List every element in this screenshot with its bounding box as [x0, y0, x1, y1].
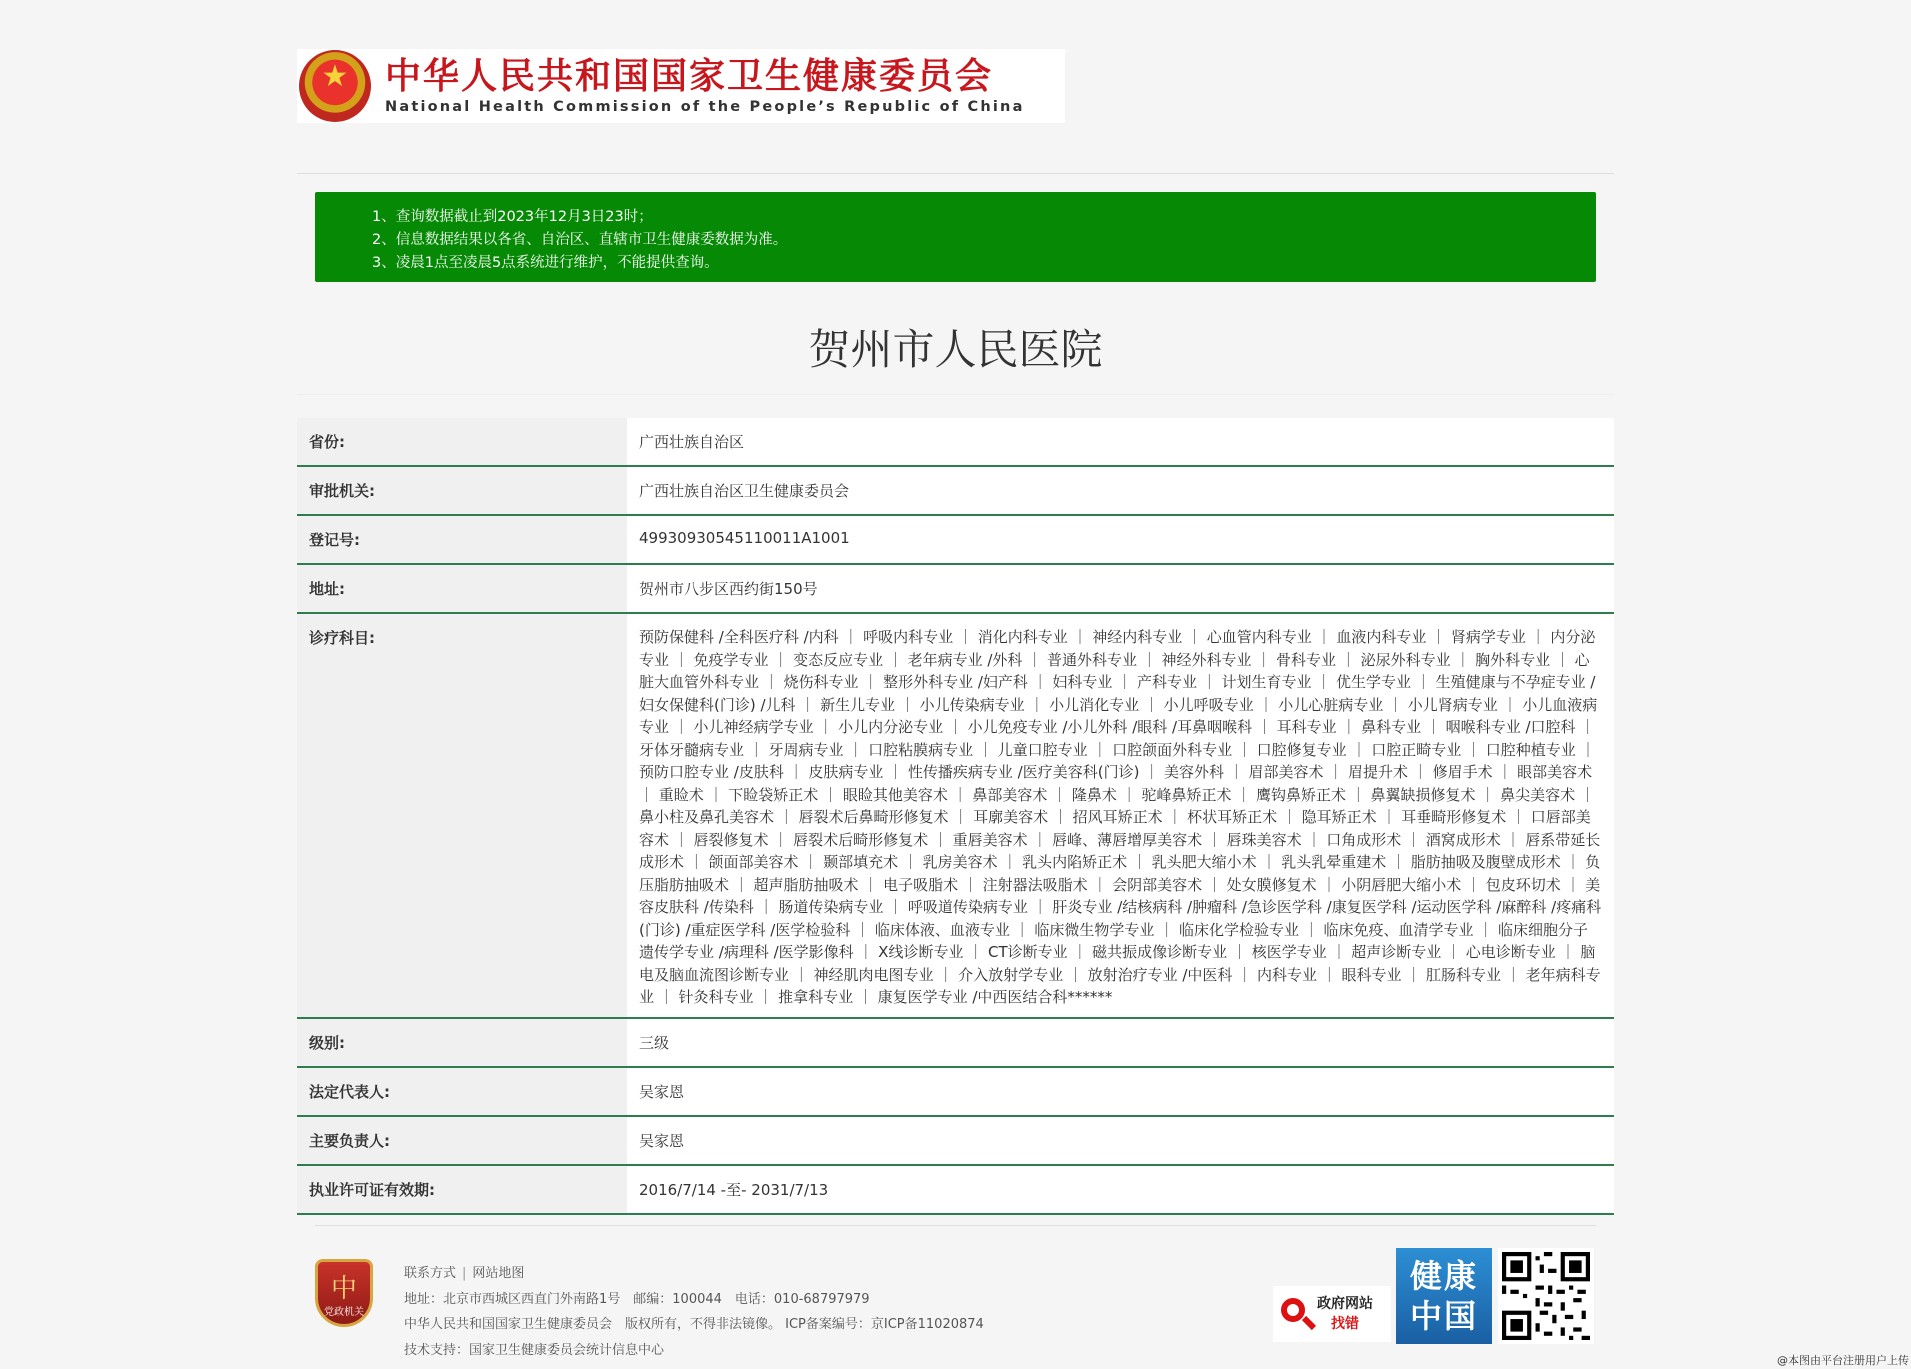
authority-label: 审批机关:: [297, 466, 627, 515]
table-row: [297, 1116, 1614, 1165]
table-row: [297, 564, 1614, 613]
footer-info: 联系方式 | 网站地图 地址：北京市西城区西直门外南路1号 邮编：100044 电话：010-68797979 中华人民共和国国家卫生健康委员会 版权所有，不得非法镜像。 ICP备案编号：京ICP备11020874 技术支持：国家卫生健康委员会统计信息中心: [404, 1261, 984, 1363]
gov-find-line2: 找错: [1331, 1316, 1359, 1332]
notice-line-2: 2、信息数据结果以各省、自治区、直辖市卫生健康委数据为准。: [372, 232, 788, 248]
divider: [297, 173, 1614, 174]
health-line2: 中国: [1409, 1297, 1478, 1335]
contact-link[interactable]: 联系方式: [404, 1266, 457, 1281]
validity-label: 执业许可证有效期:: [297, 1165, 627, 1214]
legal-rep-label: 法定代表人:: [297, 1067, 627, 1116]
notice-line-3: 3、凌晨1点至凌晨5点系统进行维护，不能提供查询。: [372, 255, 719, 271]
footer-copyright: 中华人民共和国国家卫生健康委员会 版权所有，不得非法镜像。 ICP备案编号：京ICP备11020874: [404, 1317, 984, 1332]
hospital-info-table: [297, 418, 1614, 1215]
principal-label: 主要负责人:: [297, 1116, 627, 1165]
table-row: [297, 1165, 1614, 1214]
party-gov-badge-icon[interactable]: [315, 1259, 373, 1327]
upload-note: @本图由平台注册用户上传: [1777, 1354, 1909, 1367]
table-row: [297, 466, 1614, 515]
table-row: [297, 515, 1614, 564]
address-label: 地址:: [297, 564, 627, 613]
legal-rep-value: 吴家恩: [627, 1067, 1614, 1116]
province-label: 省份:: [297, 418, 627, 466]
level-value: 三级: [627, 1018, 1614, 1067]
level-label: 级别:: [297, 1018, 627, 1067]
divider: [315, 1225, 1596, 1226]
sitemap-link[interactable]: 网站地图: [472, 1266, 525, 1281]
badge-text: 党政机关: [324, 1307, 364, 1318]
departments-value: 预防保健科 /全科医疗科 /内科 ｜ 呼吸内科专业 ｜ 消化内科专业 ｜ 神经内科专业 ｜ 心血管内科专业 ｜ 血液内科专业 ｜ 肾病学专业 ｜ 内分泌专业 ｜ 免疫学专业 ｜ 变态反应专业 ｜ 老年病专业 /外科 ｜ 普通外科专业 ｜ 神经外科专业 ｜ 骨科专业 ｜ 泌尿外科专业 ｜ 胸外科专业 ｜ 心脏大血管外科专业 ｜ 烧伤科专业 ｜ 整形外科专业 /妇产科 ｜ 妇科专业 ｜ 产科专业 ｜ 计划生育专业 ｜ 优生学专业 ｜ 生殖健康与不孕症专业 /妇女保健科(门诊) /儿科 ｜ 新生儿专业 ｜ 小儿传染病专业 ｜ 小儿消化专业 ｜ 小儿呼吸专业 ｜ 小儿心脏病专业 ｜ 小儿肾病专业 ｜ 小儿血液病专业 ｜ 小儿神经病学专业 ｜ 小儿内分泌专业 ｜ 小儿免疫专业 /小儿外科 /眼科 /耳鼻咽喉科 ｜ 耳科专业 ｜ 鼻科专业 ｜ 咽喉科专业 /口腔科 ｜ 牙体牙髓病专业 ｜ 牙周病专业 ｜ 口腔粘膜病专业 ｜ 儿童口腔专业 ｜ 口腔颌面外科专业 ｜ 口腔修复专业 ｜ 口腔正畸专业 ｜ 口腔种植专业 ｜ 预防口腔专业 /皮肤科 ｜ 皮肤病专业 ｜ 性传播疾病专业 /医疗美容科(门诊) ｜ 美容外科 ｜ 眉部美容术 ｜ 眉提升术 ｜ 修眉手术 ｜ 眼部美容术 ｜ 重睑术 ｜ 下睑袋矫正术 ｜ 眼睑其他美容术 ｜ 鼻部美容术 ｜ 隆鼻术 ｜ 驼峰鼻矫正术 ｜ 鹰钩鼻矫正术 ｜ 鼻翼缺损修复术 ｜ 鼻尖美容术 ｜ 鼻小柱及鼻孔美容术 ｜ 唇裂术后鼻畸形修复术 ｜ 耳廓美容术 ｜ 招风耳矫正术 ｜ 杯状耳矫正术 ｜ 隐耳矫正术 ｜ 耳垂畸形修复术 ｜ 口唇部美容术 ｜ 唇裂修复术 ｜ 唇裂术后畸形修复术 ｜ 重唇美容术 ｜ 唇峰、薄唇增厚美容术 ｜ 唇珠美容术 ｜ 口角成形术 ｜ 酒窝成形术 ｜ 唇系带延长成形术 ｜ 颌面部美容术 ｜ 颞部填充术 ｜ 乳房美容术 ｜ 乳头内陷矫正术 ｜ 乳头肥大缩小术 ｜ 乳头乳晕重建术 ｜ 脂肪抽吸及腹壁成形术 ｜ 负压脂肪抽吸术 ｜ 超声脂肪抽吸术 ｜ 电子吸脂术 ｜ 注射器法吸脂术 ｜ 会阴部美容术 ｜ 处女膜修复术 ｜ 小阴唇肥大缩小术 ｜ 包皮环切术 ｜ 美容皮肤科 /传染科 ｜ 肠道传染病专业 ｜ 呼吸道传染病专业 ｜ 肝炎专业 /结核病科 /肿瘤科 /急诊医学科 /康复医学科 /运动医学科 /麻醉科 /疼痛科(门诊) /重症医学科 /医学检验科 ｜ 临床体液、血液专业 ｜ 临床微生物学专业 ｜ 临床化学检验专业 ｜ 临床免疫、血清学专业 ｜ 临床细胞分子遗传学专业 /病理科 /医学影像科 ｜ X线诊断专业 ｜ CT诊断专业 ｜ 磁共振成像诊断专业 ｜ 核医学专业 ｜ 超声诊断专业 ｜ 心电诊断专业 ｜ 脑电及脑血流图诊断专业 ｜ 神经肌肉电图专业 ｜ 介入放射学专业 ｜ 放射治疗专业 /中医科 ｜ 内科专业 ｜ 眼科专业 ｜ 肛肠科专业 ｜ 老年病科专业 ｜ 针灸科专业 ｜ 推拿科专业 ｜ 康复医学专业 /中西医结合科******: [627, 613, 1614, 1018]
address-value: 贺州市八步区西约街150号: [627, 564, 1614, 613]
site-title-en: National Health Commission of the People’s Republic of China: [385, 99, 1025, 115]
magnifier-icon: [1277, 1294, 1317, 1334]
table-row: [297, 418, 1614, 466]
health-line1: 健康: [1409, 1257, 1478, 1295]
province-value: 广西壮族自治区: [627, 418, 1614, 466]
reg-no-value: 49930930545110011A1001: [627, 515, 1614, 564]
notice-line-1: 1、查询数据截止到2023年12月3日23时；: [372, 209, 653, 225]
badge-symbol: 中: [330, 1274, 357, 1304]
footer-address: 地址：北京市西城区西直门外南路1号 邮编：100044 电话：010-68797979: [404, 1291, 870, 1307]
footer-tech-support: 技术支持：国家卫生健康委员会统计信息中心: [404, 1342, 665, 1358]
national-emblem-icon: [299, 50, 371, 122]
qr-code-icon: [1498, 1248, 1594, 1344]
hospital-name: 贺州市人民医院: [808, 325, 1103, 374]
site-title-cn: 中华人民共和国国家卫生健康委员会: [385, 56, 994, 97]
gov-find-line1: 政府网站: [1317, 1296, 1373, 1312]
table-row: [297, 1067, 1614, 1116]
table-row: [297, 1018, 1614, 1067]
gov-site-error-report-button[interactable]: [1273, 1286, 1391, 1342]
reg-no-label: 登记号:: [297, 515, 627, 564]
header-banner[interactable]: [297, 49, 1065, 123]
notice-box: [315, 192, 1596, 282]
departments-label: 诊疗科目:: [297, 613, 627, 1018]
authority-value: 广西壮族自治区卫生健康委员会: [627, 466, 1614, 515]
divider: [297, 394, 1614, 395]
principal-value: 吴家恩: [627, 1116, 1614, 1165]
health-china-logo[interactable]: [1396, 1248, 1492, 1344]
table-row: [297, 613, 1614, 1018]
validity-value: 2016/7/14 -至- 2031/7/13: [627, 1165, 1614, 1214]
